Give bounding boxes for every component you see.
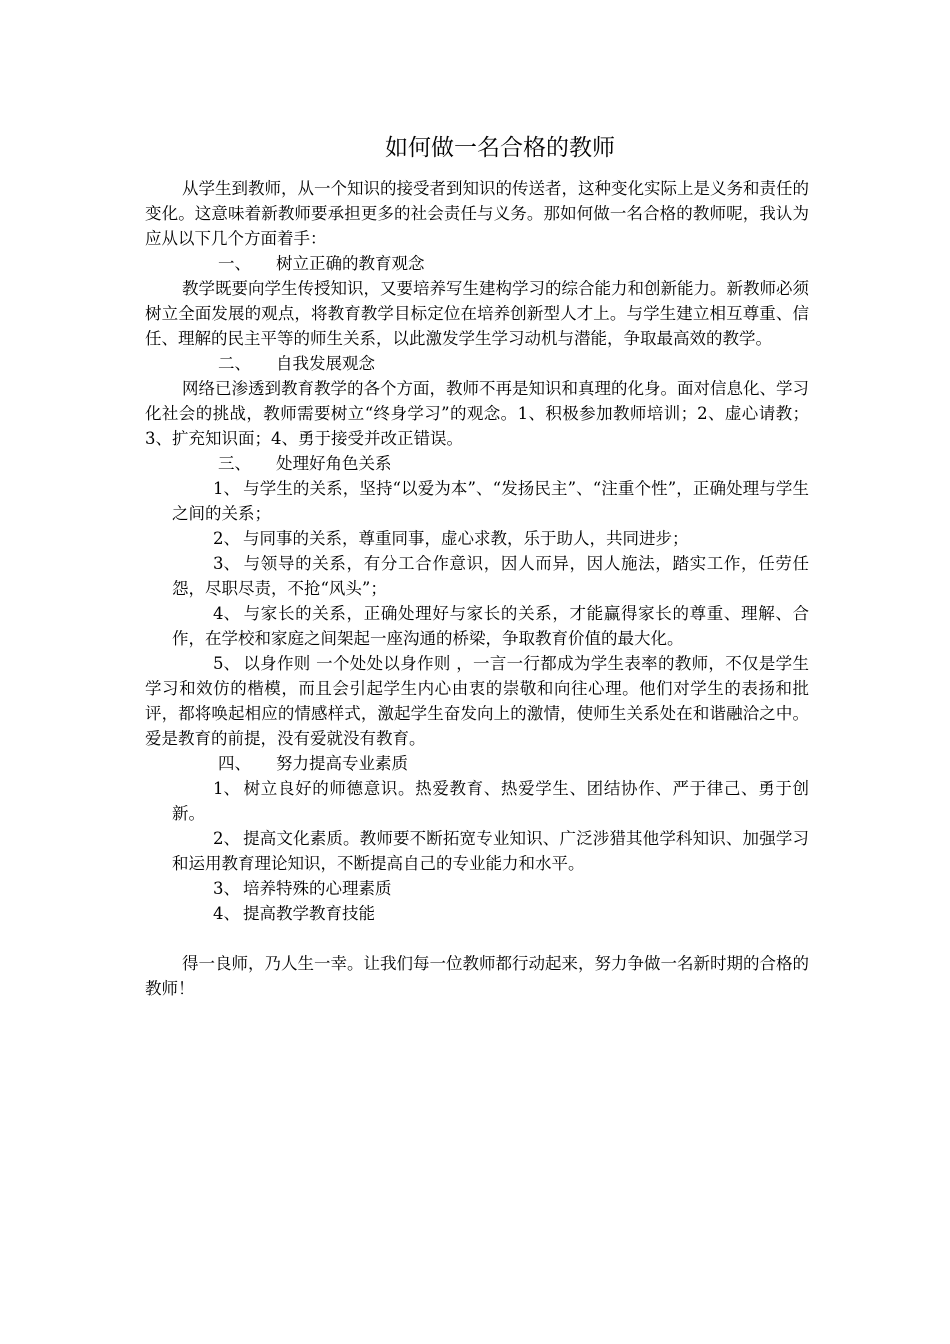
section-number: 一、 <box>218 254 251 273</box>
conclusion-paragraph: 得一良师，乃人生一幸。让我们每一位教师都行动起来，努力争做一名新时期的合格的教师！ <box>145 954 809 998</box>
item-number: 4、 <box>213 904 240 923</box>
item-text: 与学生的关系，坚持“以爱为本”、“发扬民主”、“注重个性”，正确处理与学生之间的关系； <box>172 479 809 523</box>
list-item <box>145 601 809 651</box>
list-item <box>145 526 809 551</box>
item-number: 3、 <box>213 879 240 898</box>
item-number: 5、 <box>213 654 240 673</box>
item-number: 1、 <box>213 779 240 798</box>
section-number: 四、 <box>218 754 251 773</box>
item-number: 2、 <box>213 529 240 548</box>
intro-paragraph: 从学生到教师，从一个知识的接受者到知识的传送者，这种变化实际上是义务和责任的变化。这意味着新教师要承担更多的社会责任与义务。那如何做一名合格的教师呢，我认为应从以下几个方面着手： <box>145 179 809 248</box>
list-item <box>145 776 809 826</box>
section-heading-4 <box>145 751 809 776</box>
item-text: 与领导的关系，有分工合作意识，因人而异，因人施法，踏实工作，任劳任怨，尽职尽责，不抢“风头”； <box>172 554 809 598</box>
document-body <box>145 176 809 1001</box>
section-title: 处理好角色关系 <box>276 454 392 473</box>
list-item <box>145 876 809 901</box>
section-number: 三、 <box>218 454 251 473</box>
document-title: 如何做一名合格的教师 <box>385 135 615 161</box>
item-text: 与家长的关系，正确处理好与家长的关系，才能赢得家长的尊重、理解、合作，在学校和家庭之间架起一座沟通的桥梁，争取教育价值的最大化。 <box>172 604 809 648</box>
list-item <box>145 551 809 601</box>
section-title: 树立正确的教育观念 <box>276 254 425 273</box>
item-number: 3、 <box>213 554 240 573</box>
list-item <box>145 826 809 876</box>
section-title: 自我发展观念 <box>276 354 375 373</box>
section-heading-2 <box>145 351 809 376</box>
item-text: 提高教学教育技能 <box>243 904 375 923</box>
list-item <box>145 476 809 526</box>
item-text: 以身作则 一个处处以身作则 ，一言一行都成为学生表率的教师，不仅是学生学习和效仿的楷模，而且会引起学生内心由衷的崇敬和向往心理。他们对学生的表扬和批评，都将唤起相应的情感样式，激起学生奋发向上的激情，使师生关系处在和谐融洽之中。爱是教育的前提，没有爱就没有教育。 <box>145 654 809 748</box>
item-number: 2、 <box>213 829 240 848</box>
section-heading-1 <box>145 251 809 276</box>
item-text: 树立良好的师德意识。热爱教育、热爱学生、团结协作、严于律己、勇于创新。 <box>172 779 809 823</box>
item-text: 培养特殊的心理素质 <box>243 879 392 898</box>
section-number: 二、 <box>218 354 251 373</box>
blank-line <box>145 926 809 951</box>
item-number: 4、 <box>213 604 240 623</box>
item-number: 1、 <box>213 479 240 498</box>
item-text: 提高文化素质。教师要不断拓宽专业知识、广泛涉猎其他学科知识、加强学习和运用教育理论知识，不断提高自己的专业能力和水平。 <box>172 829 809 873</box>
list-item <box>145 901 809 926</box>
section-body-1: 教学既要向学生传授知识，又要培养写生建构学习的综合能力和创新能力。新教师必须树立全面发展的观点，将教育教学目标定位在培养创新型人才上。与学生建立相互尊重、信任、理解的民主平等的师生关系，以此激发学生学习动机与潜能，争取最高效的教学。 <box>145 279 809 348</box>
list-item-5 <box>145 651 809 751</box>
section-heading-3 <box>145 451 809 476</box>
section-title: 努力提高专业素质 <box>276 754 408 773</box>
item-text: 与同事的关系，尊重同事，虚心求教，乐于助人，共同进步； <box>243 529 689 548</box>
section-body-2: 网络已渗透到教育教学的各个方面，教师不再是知识和真理的化身。面对信息化、学习化社会的挑战，教师需要树立“终身学习”的观念。1、积极参加教师培训；2、虚心请教；3、扩充知识面；4、勇于接受并改正错误。 <box>145 379 809 448</box>
